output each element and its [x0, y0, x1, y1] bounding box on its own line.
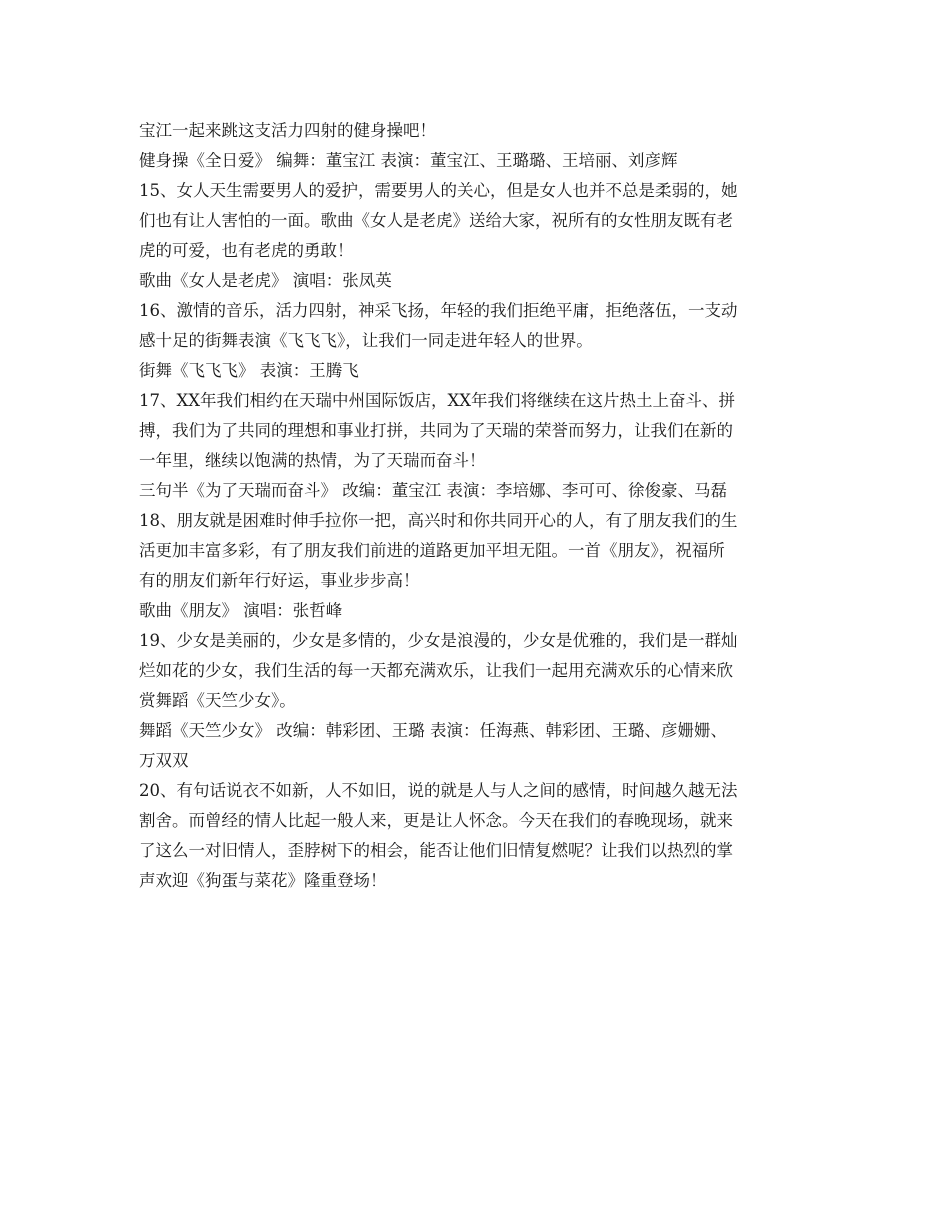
paragraph-18 — [139, 506, 815, 596]
paragraph-20 — [139, 776, 815, 896]
text-line: 19、少女是美丽的，少女是多情的，少女是浪漫的，少女是优雅的，我们是一群灿 — [139, 631, 738, 650]
text-line: 万双双 — [139, 751, 189, 770]
text-line: 感十足的街舞表演《飞飞飞》，让我们一同走进年轻人的世界。 — [139, 331, 593, 350]
paragraph-17 — [139, 386, 815, 476]
paragraph-16 — [139, 296, 815, 356]
text-line: 一年里，继续以饱满的热情，为了天瑞而奋斗！ — [139, 451, 486, 470]
text-line: 16、激情的音乐，活力四射，神采飞扬，年轻的我们拒绝平庸，拒绝落伍，一支动 — [139, 301, 738, 320]
document-body — [139, 116, 815, 896]
paragraph-15 — [139, 176, 815, 266]
text-line: 赏舞蹈《天竺少女》。 — [139, 691, 296, 710]
program-item-aerobics — [139, 146, 815, 176]
text-line: 健身操《全日爱》 编舞：董宝江 表演：董宝江、王璐璐、王培丽、刘彦辉 — [139, 151, 678, 170]
paragraph-19 — [139, 626, 815, 716]
program-item-street-dance — [139, 356, 815, 386]
text-line: 街舞《飞飞飞》 表演：王腾飞 — [139, 361, 359, 380]
program-item-dance-tianzhu — [139, 716, 815, 776]
text-line: 有的朋友们新年行好运，事业步步高！ — [139, 571, 420, 590]
text-line: 歌曲《女人是老虎》 演唱：张凤英 — [139, 271, 392, 290]
text-line: 活更加丰富多彩，有了朋友我们前进的道路更加平坦无阻。一首《朋友》，祝福所 — [139, 541, 725, 560]
program-item-sanjuban — [139, 476, 815, 506]
text-line: 17、XX年我们相约在天瑞中州国际饭店，XX年我们将继续在这片热土上奋斗、拼 — [139, 391, 735, 410]
text-line: 15、女人天生需要男人的爱护，需要男人的关心，但是女人也并不总是柔弱的，她 — [139, 181, 738, 200]
text-line: 声欢迎《狗蛋与菜花》隆重登场！ — [139, 871, 387, 890]
text-line: 宝江一起来跳这支活力四射的健身操吧！ — [139, 121, 436, 140]
text-line: 歌曲《朋友》 演唱：张哲峰 — [139, 601, 343, 620]
text-line: 18、朋友就是困难时伸手拉你一把，高兴时和你共同开心的人，有了朋友我们的生 — [139, 511, 738, 530]
text-line: 割舍。而曾经的情人比起一般人来，更是让人怀念。今天在我们的春晚现场，就来 — [139, 811, 733, 830]
program-item-song-tiger — [139, 266, 815, 296]
text-line: 烂如花的少女，我们生活的每一天都充满欢乐，让我们一起用充满欢乐的心情来欣 — [139, 661, 733, 680]
text-line: 20、有句话说衣不如新，人不如旧，说的就是人与人之间的感情，时间越久越无法 — [139, 781, 738, 800]
text-line: 舞蹈《天竺少女》 改编：韩彩团、王璐 表演：任海燕、韩彩团、王璐、彦姗姗、 — [139, 721, 727, 740]
text-line: 虎的可爱，也有老虎的勇敢！ — [139, 241, 354, 260]
text-line: 们也有让人害怕的一面。歌曲《女人是老虎》送给大家，祝所有的女性朋友既有老 — [139, 211, 733, 230]
text-line: 搏，我们为了共同的理想和事业打拼，共同为了天瑞的荣誉而努力，让我们在新的 — [139, 421, 733, 440]
text-line: 三句半《为了天瑞而奋斗》 改编：董宝江 表演：李培娜、李可可、徐俊豪、马磊 — [139, 481, 727, 500]
program-item-song-friends — [139, 596, 815, 626]
paragraph-intro-tail — [139, 116, 815, 146]
text-line: 了这么一对旧情人，歪脖树下的相会，能否让他们旧情复燃呢？让我们以热烈的掌 — [139, 841, 733, 860]
